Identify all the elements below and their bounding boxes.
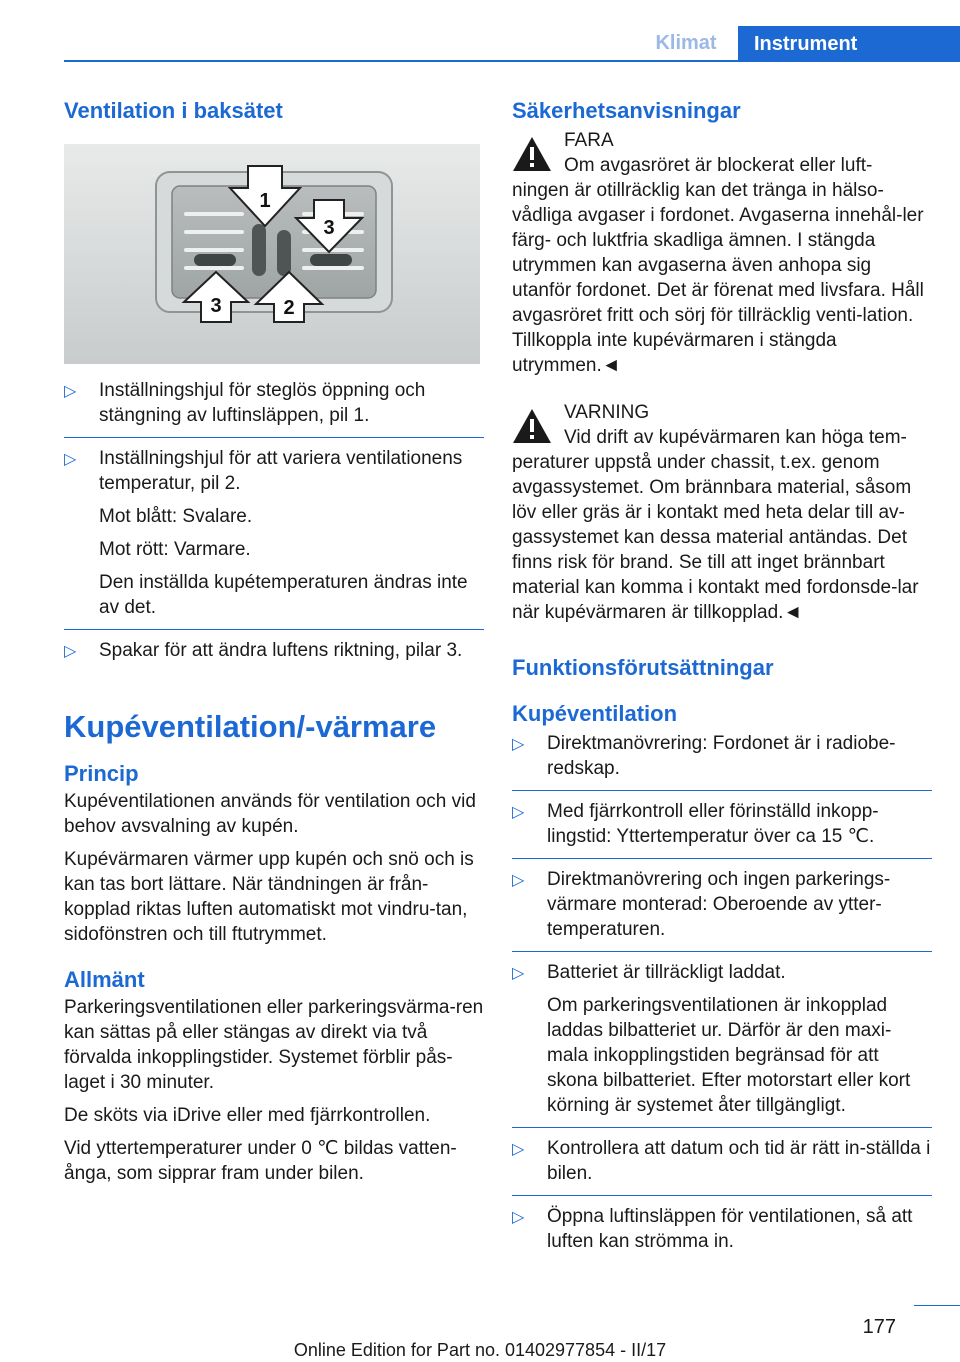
figure-label-1: 1 (259, 190, 271, 212)
rear-vent-list (64, 378, 484, 663)
warning-block-danger (512, 128, 932, 378)
warning-text-rest: ningen är otillräcklig kan det tränga in hälso-vådliga avgaser i fordonet. Avgaserna innehål-ler färg- och luktfria skadliga ämnen. I stängda utrymmen kan avgaserna även anhopa sig utanför fordonet. Det är förenat med livsfara. Håll avgasröret fritt och sörj för tillräcklig venti-lation. Tillkoppla inte kupévärmaren i stängda utrymmen.◄ (512, 180, 924, 376)
warning-triangle-icon (512, 408, 552, 444)
list-item: ▷ Inställningshjul för att variera ventilationens temperatur, pil 2. Mot blått: Svalare. Mot rött: Varmare. Den inställda kupétemperaturen ändras inte av det. (64, 446, 484, 620)
bullet-triangle-icon: ▷ (512, 965, 525, 982)
rear-vent-figure (64, 144, 480, 364)
bullet-triangle-icon: ▷ (512, 736, 525, 753)
main-heading: Kupéventilation/-värmare (64, 709, 437, 744)
list-item: ▷ Kontrollera att datum och tid är rätt in-ställda i bilen. (512, 1138, 931, 1184)
warning-text-rest: peraturer uppstå under chassit, t.ex. genom avgassystemet. Om brännbara material, såsom löv eller gräs är i kontakt med heta delar till av-gassystemet kan dessa material antändas. Det finns risk för brand. Se till att inget brännbart material kan komma i kontakt med fordonsde-lar när kupévärmaren är tillkopplad.◄ (512, 452, 919, 623)
func-list (512, 731, 932, 1254)
safety-heading: Säkerhetsanvisningar (512, 98, 741, 123)
kupe-heading: Kupéventilation (512, 701, 678, 726)
princip-paragraph-2: Kupévärmaren värmer upp kupén och snö och is kan tas bort lättare. När tändningen är från-kopplad riktas luften automatiskt mot vindru-tan, sidofönstren och till ftutrymmet. (64, 849, 474, 945)
bullet-triangle-icon: ▷ (512, 1209, 525, 1226)
warning-text-first: Om avgasröret är blockerat eller luft- (564, 155, 873, 176)
bullet-triangle-icon: ▷ (512, 1141, 525, 1158)
list-item: ▷ Spakar för att ändra luftens riktning, pilar 3. (64, 638, 484, 663)
princip-paragraph-1: Kupéventilationen används för ventilation och vid behov avsvalning av kupén. (64, 791, 476, 837)
warning-block-caution (512, 400, 932, 625)
right-column (512, 96, 932, 1254)
list-item: ▷ Batteriet är tillräckligt laddat. Om parkeringsventilationen är inkopplad laddas bilbatteriet ur. Därför är den maxi-mala inkopplingstiden begränsad för att skona bilbatteriet. Efter motorstart eller kort körning är systemet åter tillgängligt. (512, 960, 932, 1118)
tab-klimat[interactable]: Klimat (655, 32, 717, 54)
bullet-triangle-icon: ▷ (512, 804, 525, 821)
list-item: ▷ Inställningshjul för steglös öppning och stängning av luftinsläppen, pil 1. (64, 380, 426, 426)
page-number: 177 (862, 1316, 896, 1338)
bullet-triangle-icon: ▷ (64, 451, 77, 468)
allmant-paragraph-3: Vid yttertemperaturer under 0 ℃ bildas vatten-ånga, som sipprar fram under bilen. (64, 1138, 457, 1184)
list-item: ▷ Med fjärrkontroll eller förinställd inkopp-lingstid: Yttertemperatur över ca 15 ℃. (512, 799, 932, 849)
allmant-heading: Allmänt (64, 967, 145, 992)
footer-rule (914, 1305, 960, 1306)
list-item: ▷ Direktmanövrering: Fordonet är i radiobe-redskap. (512, 733, 896, 779)
edition-footer: Online Edition for Part no. 01402977854 - II/17 (293, 1340, 667, 1360)
bullet-triangle-icon: ▷ (64, 643, 77, 660)
allmant-paragraph-2: De sköts via iDrive eller med fjärrkontrollen. (64, 1105, 431, 1126)
figure-label-3-right: 3 (323, 217, 335, 239)
warning-label-varning: VARNING (564, 402, 650, 423)
warning-triangle-icon (512, 136, 552, 172)
list-item: ▷ Öppna luftinsläppen för ventilationen, så att luften kan strömma in. (512, 1204, 932, 1254)
princip-heading: Princip (64, 761, 139, 786)
left-column (64, 96, 484, 1186)
allmant-paragraph-1: Parkeringsventilationen eller parkeringsvärma-ren kan sättas på eller stängas av direkt via två förvalda inkopplingstider. Systemet förblir pås-laget i 30 minuter. (64, 997, 484, 1093)
bullet-triangle-icon: ▷ (64, 383, 77, 400)
warning-label-fara: FARA (564, 130, 614, 151)
figure-label-3-left: 3 (210, 295, 222, 317)
section-title-rear-ventilation: Ventilation i baksätet (64, 98, 283, 123)
rear-vent-illustration (64, 144, 480, 364)
list-item: ▷ Direktmanövrering och ingen parkerings-värmare monterad: Oberoende av ytter-temperaturen. (512, 867, 932, 942)
tab-instrument[interactable]: Instrument (738, 26, 960, 62)
warning-text-first: Vid drift av kupévärmaren kan höga tem- (564, 427, 907, 448)
bullet-triangle-icon: ▷ (512, 872, 525, 889)
func-heading: Funktionsförutsättningar (512, 655, 774, 680)
figure-label-2: 2 (283, 297, 295, 319)
